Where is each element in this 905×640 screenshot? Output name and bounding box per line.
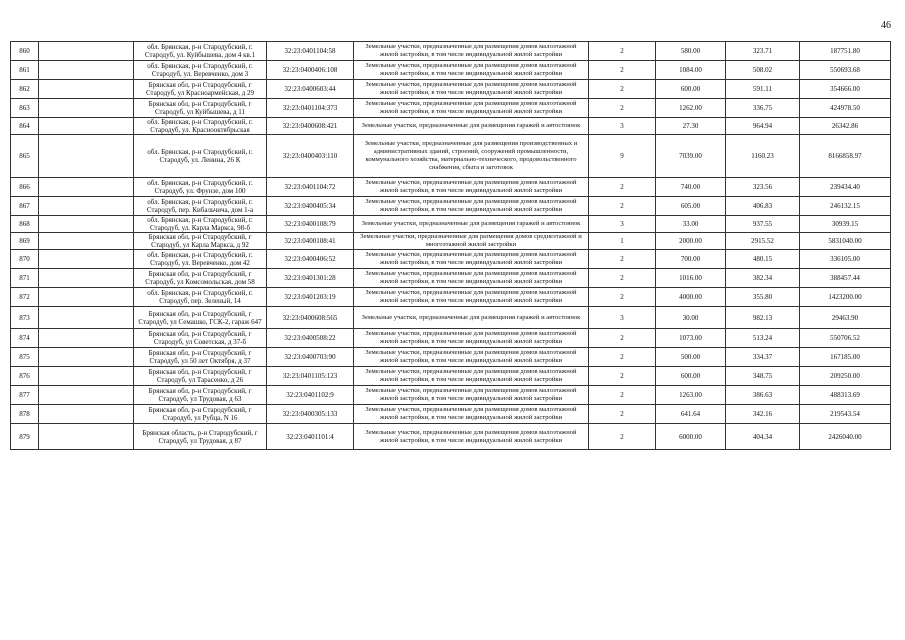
group-cell: 2 <box>589 367 656 386</box>
price-per-unit-cell: 348.75 <box>726 367 800 386</box>
price-per-unit-cell: 508.02 <box>726 61 800 80</box>
land-use-cell: Земельные участки, предназначенные для размещения домов малоэтажной жилой застройки, в том числе индивидуальной жилой застройки <box>354 80 589 99</box>
land-use-cell: Земельные участки, предназначенные для размещения домов малоэтажной жилой застройки, в том числе индивидуальной жилой застройки <box>354 250 589 269</box>
price-per-unit-cell: 323.71 <box>726 42 800 61</box>
land-use-cell: Земельные участки, предназначенные для размещения домов малоэтажной жилой застройки, в том числе индивидуальной жилой застройки <box>354 386 589 405</box>
group-cell: 2 <box>589 288 656 307</box>
table-row <box>11 197 891 216</box>
blank-cell <box>39 307 134 329</box>
cadastral-value-cell: 5831040.00 <box>800 233 891 250</box>
address-cell: обл. Брянская, р-н Стародубский, г. Стародуб, ул. Веревченко, дом 42 <box>134 250 267 269</box>
row-number-cell: 865 <box>11 135 39 178</box>
cadastral-number-cell: 32:23:0400305:133 <box>267 405 354 424</box>
table-row <box>11 288 891 307</box>
address-cell: Брянская область, р-н Стародубский, г Стародуб, ул Трудовая, д 87 <box>134 424 267 450</box>
cadastral-value-cell: 246132.15 <box>800 197 891 216</box>
group-cell: 2 <box>589 424 656 450</box>
land-use-cell: Земельные участки, предназначенные для размещения гаражей и автостоянок <box>354 216 589 233</box>
area-cell: 33.00 <box>656 216 726 233</box>
table-row <box>11 269 891 288</box>
land-use-cell: Земельные участки, предназначенные для размещения домов среднеэтажной и многоэтажной жилой застройки <box>354 233 589 250</box>
row-number-cell: 862 <box>11 80 39 99</box>
address-cell: обл. Брянская, р-н Стародубский, г. Стародуб, ул. Ленина, 26 К <box>134 135 267 178</box>
cadastral-number-cell: 32:23:0400406:108 <box>267 61 354 80</box>
land-use-cell: Земельные участки, предназначенные для размещения домов малоэтажной жилой застройки, в том числе индивидуальной жилой застройки <box>354 269 589 288</box>
address-cell: обл. Брянская, р-н Стародубский, г. Стародуб, ул. Краснооктябрьская <box>134 118 267 135</box>
row-number-cell: 868 <box>11 216 39 233</box>
table-row <box>11 42 891 61</box>
row-number-cell: 878 <box>11 405 39 424</box>
blank-cell <box>39 99 134 118</box>
price-per-unit-cell: 591.11 <box>726 80 800 99</box>
cadastral-value-cell: 26342.86 <box>800 118 891 135</box>
address-cell: Брянская обл, р-н Стародубский, г Стародуб, ул 50 лет Октября, д 37 <box>134 348 267 367</box>
area-cell: 580.00 <box>656 42 726 61</box>
address-cell: обл. Брянская, р-н Стародубский, г. Стародуб, ул. Веревченко, дом 3 <box>134 61 267 80</box>
land-use-cell: Земельные участки, предназначенные для размещения домов малоэтажной жилой застройки, в том числе индивидуальной жилой застройки <box>354 367 589 386</box>
table-row <box>11 250 891 269</box>
cadastral-number-cell: 32:23:0400108:41 <box>267 233 354 250</box>
group-cell: 2 <box>589 80 656 99</box>
area-cell: 30.00 <box>656 307 726 329</box>
area-cell: 1016.00 <box>656 269 726 288</box>
row-number-cell: 874 <box>11 329 39 348</box>
blank-cell <box>39 250 134 269</box>
cadastral-value-cell: 550693.68 <box>800 61 891 80</box>
area-cell: 27.30 <box>656 118 726 135</box>
area-cell: 600.00 <box>656 367 726 386</box>
group-cell: 3 <box>589 216 656 233</box>
address-cell: Брянская обл, р-н Стародубский, г Стародуб, ул Тарасенко, д 26 <box>134 367 267 386</box>
table-row <box>11 386 891 405</box>
table-row <box>11 80 891 99</box>
cadastral-value-cell: 239434.40 <box>800 178 891 197</box>
cadastral-value-cell: 1423200.00 <box>800 288 891 307</box>
land-use-cell: Земельные участки, предназначенные для размещения домов малоэтажной жилой застройки, в том числе индивидуальной жилой застройки <box>354 197 589 216</box>
group-cell: 2 <box>589 348 656 367</box>
cadastral-number-cell: 32:23:0400608:421 <box>267 118 354 135</box>
address-cell: Брянская обл, р-н Стародубский, г Стародуб, ул Красноармейская, д 29 <box>134 80 267 99</box>
group-cell: 2 <box>589 269 656 288</box>
price-per-unit-cell: 937.55 <box>726 216 800 233</box>
price-per-unit-cell: 1160.23 <box>726 135 800 178</box>
area-cell: 7039.00 <box>656 135 726 178</box>
table-row <box>11 118 891 135</box>
cadastral-number-cell: 32:23:0401104:373 <box>267 99 354 118</box>
blank-cell <box>39 269 134 288</box>
area-cell: 4000.00 <box>656 288 726 307</box>
group-cell: 2 <box>589 329 656 348</box>
area-cell: 1084.00 <box>656 61 726 80</box>
row-number-cell: 864 <box>11 118 39 135</box>
group-cell: 2 <box>589 197 656 216</box>
row-number-cell: 863 <box>11 99 39 118</box>
group-cell: 2 <box>589 250 656 269</box>
row-number-cell: 861 <box>11 61 39 80</box>
blank-cell <box>39 61 134 80</box>
land-registry-table <box>10 41 891 450</box>
page-number: 46 <box>881 20 891 31</box>
cadastral-value-cell: 209250.00 <box>800 367 891 386</box>
price-per-unit-cell: 355.80 <box>726 288 800 307</box>
cadastral-value-cell: 8166858.97 <box>800 135 891 178</box>
row-number-cell: 860 <box>11 42 39 61</box>
land-use-cell: Земельные участки, предназначенные для размещения домов малоэтажной жилой застройки, в том числе индивидуальной жилой застройки <box>354 348 589 367</box>
group-cell: 2 <box>589 99 656 118</box>
price-per-unit-cell: 513.24 <box>726 329 800 348</box>
row-number-cell: 866 <box>11 178 39 197</box>
land-use-cell: Земельные участки, предназначенные для размещения домов малоэтажной жилой застройки, в том числе индивидуальной жилой застройки <box>354 405 589 424</box>
price-per-unit-cell: 406.83 <box>726 197 800 216</box>
land-use-cell: Земельные участки, предназначенные для размещения производственных и административных зданий, строений, сооружений промышленности, коммунального хозяйства, материально-технического, продовольственного снабжения, сбыта и заготовок <box>354 135 589 178</box>
blank-cell <box>39 348 134 367</box>
address-cell: обл. Брянская, р-н Стародубский, г. Стародуб, ул. Карла Маркса, 98-б <box>134 216 267 233</box>
address-cell: Брянская обл, р-н Стародубский, г Стародуб, ул Рубца, N 16 <box>134 405 267 424</box>
cadastral-number-cell: 32:23:0401104:72 <box>267 178 354 197</box>
cadastral-number-cell: 32:23:0401102:9 <box>267 386 354 405</box>
cadastral-number-cell: 32:23:0400405:34 <box>267 197 354 216</box>
table-row <box>11 216 891 233</box>
cadastral-number-cell: 32:23:0400406:52 <box>267 250 354 269</box>
cadastral-number-cell: 32:23:0400403:110 <box>267 135 354 178</box>
address-cell: Брянская обл, р-н Стародубский, г Стародуб, ул Советская, д 37-б <box>134 329 267 348</box>
address-cell: Брянская обл, р-н Стародубский, г Стародуб, ул Карла Маркса, д 92 <box>134 233 267 250</box>
address-cell: Брянская обл, р-н Стародубский, г Стародуб, ул Семашко, ГСК-2, гараж 647 <box>134 307 267 329</box>
area-cell: 1073.00 <box>656 329 726 348</box>
table-row <box>11 233 891 250</box>
blank-cell <box>39 329 134 348</box>
land-use-cell: Земельные участки, предназначенные для размещения домов малоэтажной жилой застройки, в том числе индивидуальной жилой застройки <box>354 99 589 118</box>
group-cell: 2 <box>589 61 656 80</box>
cadastral-value-cell: 219543.54 <box>800 405 891 424</box>
land-use-cell: Земельные участки, предназначенные для размещения домов малоэтажной жилой застройки, в том числе индивидуальной жилой застройки <box>354 178 589 197</box>
area-cell: 700.00 <box>656 250 726 269</box>
row-number-cell: 877 <box>11 386 39 405</box>
group-cell: 2 <box>589 42 656 61</box>
table-row <box>11 329 891 348</box>
cadastral-number-cell: 32:23:0401203:19 <box>267 288 354 307</box>
blank-cell <box>39 424 134 450</box>
land-use-cell: Земельные участки, предназначенные для размещения гаражей и автостоянок <box>354 118 589 135</box>
area-cell: 1262.00 <box>656 99 726 118</box>
cadastral-number-cell: 32:23:0401301:28 <box>267 269 354 288</box>
table-row <box>11 99 891 118</box>
group-cell: 3 <box>589 307 656 329</box>
cadastral-number-cell: 32:23:0400108:79 <box>267 216 354 233</box>
address-cell: Брянская обл, р-н Стародубский, г Стародуб, ул Трудовая, д 63 <box>134 386 267 405</box>
address-cell: Брянская обл, р-н Стародубский, г Стародуб, ул Куйбышева, д 11 <box>134 99 267 118</box>
cadastral-value-cell: 550706.52 <box>800 329 891 348</box>
cadastral-value-cell: 488313.69 <box>800 386 891 405</box>
cadastral-value-cell: 29463.90 <box>800 307 891 329</box>
blank-cell <box>39 178 134 197</box>
land-use-cell: Земельные участки, предназначенные для размещения домов малоэтажной жилой застройки, в том числе индивидуальной жилой застройки <box>354 61 589 80</box>
address-cell: Брянская обл, р-н Стародубский, г Стародуб, ул Комсомольская, дом 58 <box>134 269 267 288</box>
area-cell: 500.00 <box>656 348 726 367</box>
row-number-cell: 875 <box>11 348 39 367</box>
address-cell: обл. Брянская, р-н Стародубский, г. Стародуб, пер. Зеленый, 14 <box>134 288 267 307</box>
blank-cell <box>39 367 134 386</box>
cadastral-number-cell: 32:23:0400703:90 <box>267 348 354 367</box>
land-use-cell: Земельные участки, предназначенные для размещения домов малоэтажной жилой застройки, в том числе индивидуальной жилой застройки <box>354 42 589 61</box>
price-per-unit-cell: 334.37 <box>726 348 800 367</box>
area-cell: 740.00 <box>656 178 726 197</box>
price-per-unit-cell: 480.15 <box>726 250 800 269</box>
price-per-unit-cell: 336.75 <box>726 99 800 118</box>
cadastral-number-cell: 32:23:0401104:58 <box>267 42 354 61</box>
price-per-unit-cell: 982.13 <box>726 307 800 329</box>
group-cell: 3 <box>589 118 656 135</box>
price-per-unit-cell: 342.16 <box>726 405 800 424</box>
table-row <box>11 367 891 386</box>
cadastral-number-cell: 32:23:0400603:44 <box>267 80 354 99</box>
table-row <box>11 178 891 197</box>
cadastral-value-cell: 187751.80 <box>800 42 891 61</box>
group-cell: 2 <box>589 405 656 424</box>
group-cell: 9 <box>589 135 656 178</box>
cadastral-value-cell: 2426040.00 <box>800 424 891 450</box>
land-use-cell: Земельные участки, предназначенные для размещения гаражей и автостоянок <box>354 307 589 329</box>
row-number-cell: 879 <box>11 424 39 450</box>
land-use-cell: Земельные участки, предназначенные для размещения домов малоэтажной жилой застройки, в том числе индивидуальной жилой застройки <box>354 329 589 348</box>
row-number-cell: 870 <box>11 250 39 269</box>
blank-cell <box>39 233 134 250</box>
table-row <box>11 424 891 450</box>
cadastral-value-cell: 354666.00 <box>800 80 891 99</box>
area-cell: 600.00 <box>656 80 726 99</box>
price-per-unit-cell: 2915.52 <box>726 233 800 250</box>
table-body <box>11 42 891 450</box>
cadastral-value-cell: 167185.00 <box>800 348 891 367</box>
table-row <box>11 307 891 329</box>
address-cell: обл. Брянская, р-н Стародубский, г. Стародуб, ул. Фрунзе, дом 100 <box>134 178 267 197</box>
group-cell: 2 <box>589 178 656 197</box>
cadastral-number-cell: 32:23:0401105:123 <box>267 367 354 386</box>
row-number-cell: 871 <box>11 269 39 288</box>
table-row <box>11 405 891 424</box>
row-number-cell: 873 <box>11 307 39 329</box>
blank-cell <box>39 42 134 61</box>
blank-cell <box>39 118 134 135</box>
row-number-cell: 876 <box>11 367 39 386</box>
area-cell: 6000.00 <box>656 424 726 450</box>
cadastral-value-cell: 30939.15 <box>800 216 891 233</box>
area-cell: 2000.00 <box>656 233 726 250</box>
table-row <box>11 348 891 367</box>
area-cell: 641.64 <box>656 405 726 424</box>
cadastral-number-cell: 32:23:0400608:565 <box>267 307 354 329</box>
address-cell: обл. Брянская, р-н Стародубский, г. Стародуб, пер. Кибальчича, дом 1-а <box>134 197 267 216</box>
price-per-unit-cell: 964.94 <box>726 118 800 135</box>
area-cell: 605.00 <box>656 197 726 216</box>
blank-cell <box>39 135 134 178</box>
price-per-unit-cell: 404.34 <box>726 424 800 450</box>
price-per-unit-cell: 386.63 <box>726 386 800 405</box>
land-use-cell: Земельные участки, предназначенные для размещения домов малоэтажной жилой застройки, в том числе индивидуальной жилой застройки <box>354 424 589 450</box>
table-row <box>11 135 891 178</box>
price-per-unit-cell: 382.34 <box>726 269 800 288</box>
row-number-cell: 867 <box>11 197 39 216</box>
price-per-unit-cell: 323.56 <box>726 178 800 197</box>
group-cell: 2 <box>589 386 656 405</box>
blank-cell <box>39 288 134 307</box>
blank-cell <box>39 80 134 99</box>
table-row <box>11 61 891 80</box>
blank-cell <box>39 386 134 405</box>
cadastral-value-cell: 388457.44 <box>800 269 891 288</box>
land-use-cell: Земельные участки, предназначенные для размещения домов малоэтажной жилой застройки, в том числе индивидуальной жилой застройки <box>354 288 589 307</box>
cadastral-number-cell: 32:23:0400508:22 <box>267 329 354 348</box>
blank-cell <box>39 197 134 216</box>
cadastral-value-cell: 336105.00 <box>800 250 891 269</box>
blank-cell <box>39 405 134 424</box>
cadastral-value-cell: 424978.50 <box>800 99 891 118</box>
address-cell: обл. Брянская, р-н Стародубский, г. Стародуб, ул. Куйбышева, дом 4 кв.1 <box>134 42 267 61</box>
blank-cell <box>39 216 134 233</box>
area-cell: 1263.00 <box>656 386 726 405</box>
cadastral-number-cell: 32:23:0401101:4 <box>267 424 354 450</box>
row-number-cell: 872 <box>11 288 39 307</box>
group-cell: 1 <box>589 233 656 250</box>
row-number-cell: 869 <box>11 233 39 250</box>
